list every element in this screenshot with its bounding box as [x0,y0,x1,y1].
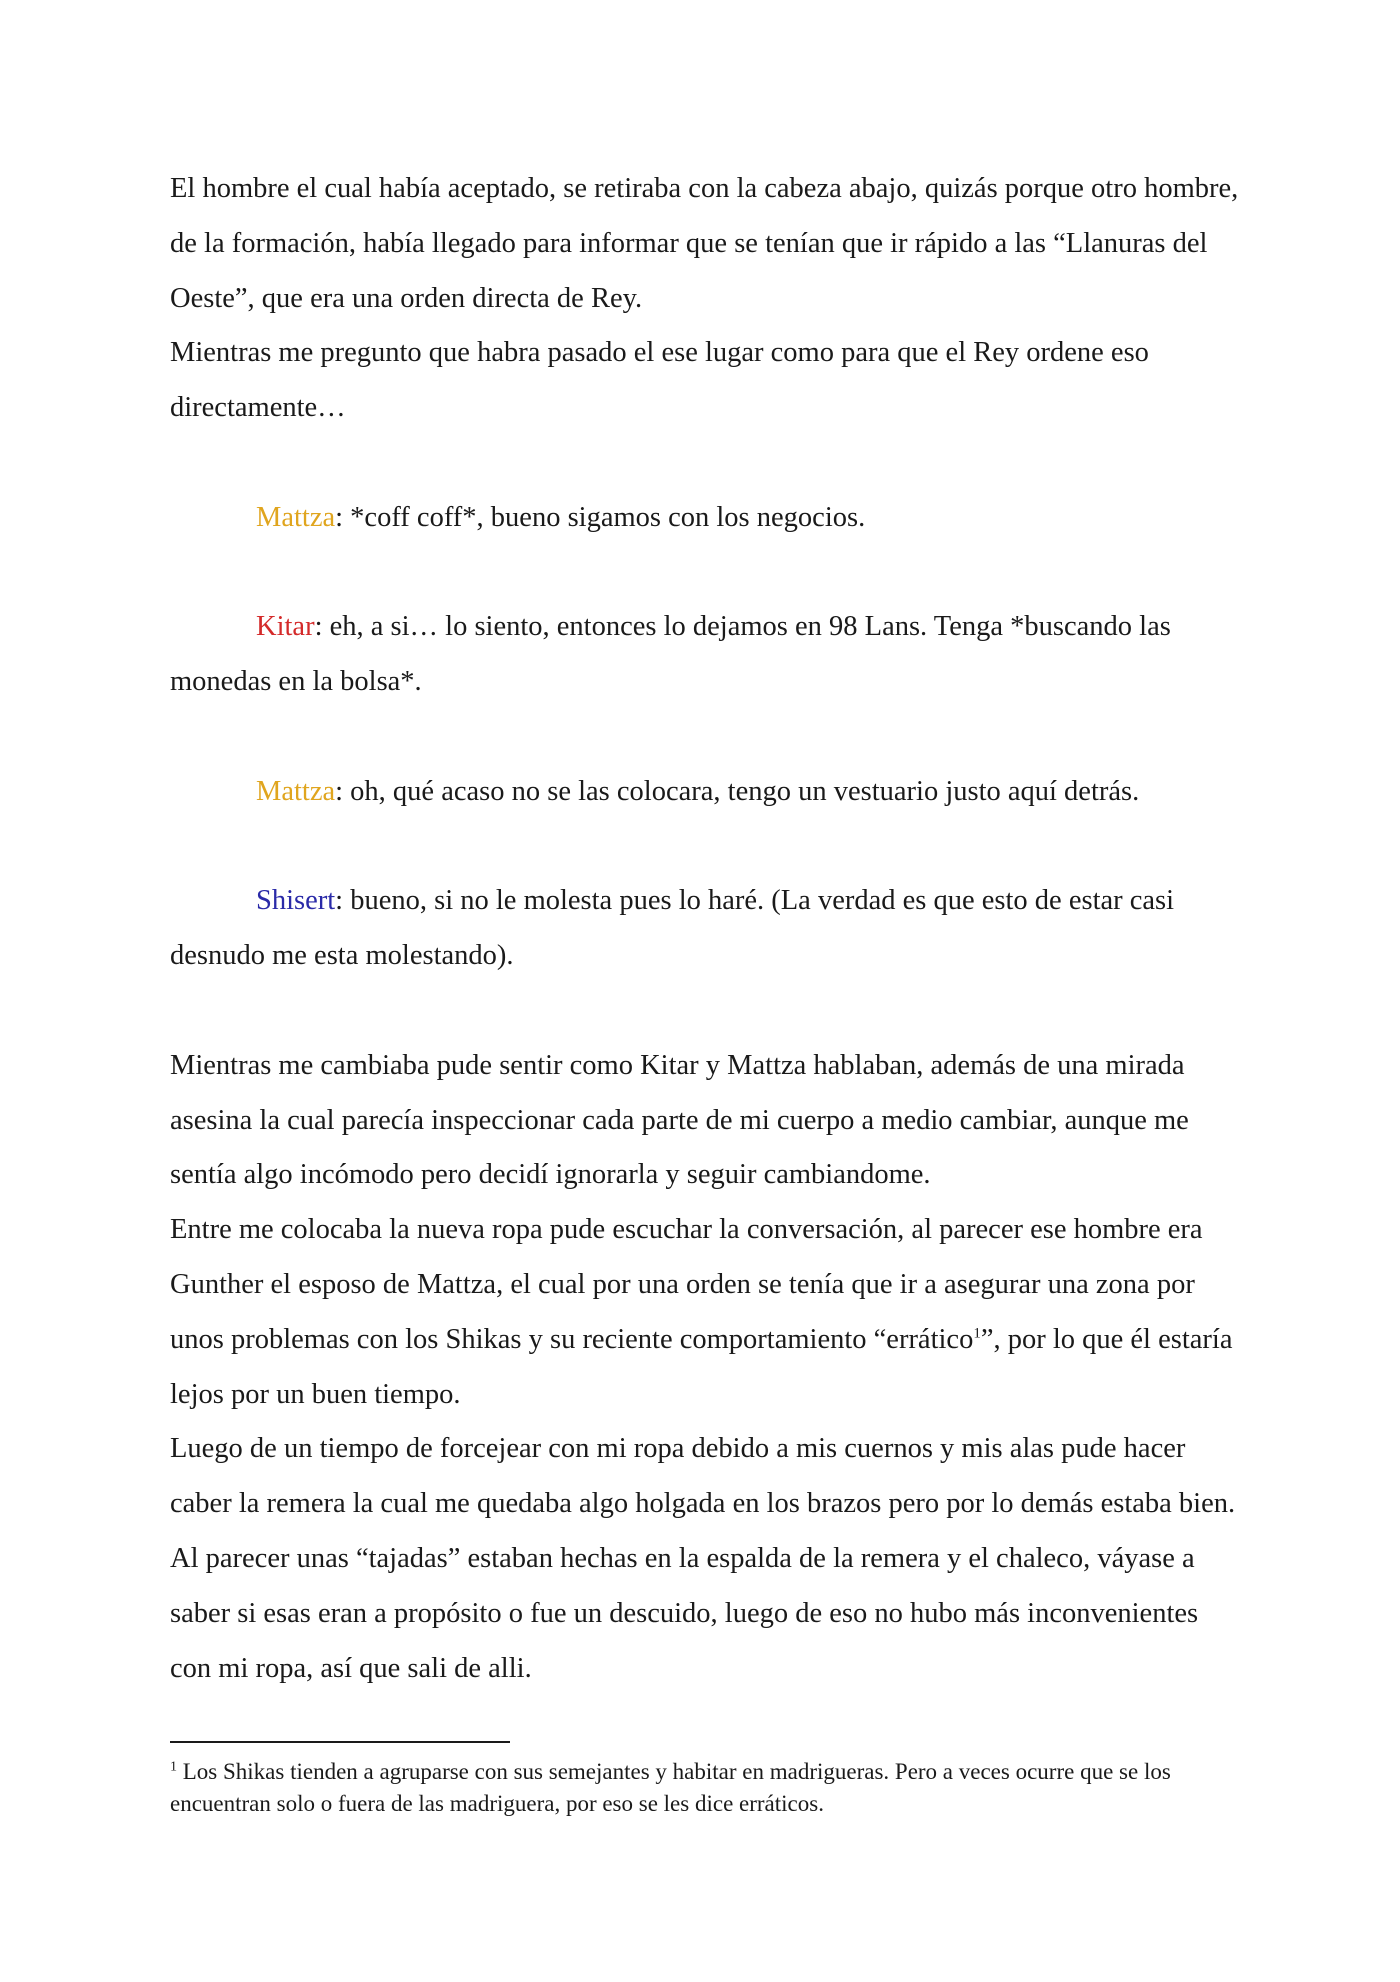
blank-line [170,546,1240,601]
dialogue-line-2 [170,600,1240,710]
dialogue-line-4 [170,874,1240,984]
body-text [170,162,1240,1696]
paragraph-3: Mientras me cambiaba pude sentir como Kitar y Mattza hablaban, además de una mirada asesina la cual parecía inspeccionar cada parte de mi cuerpo a medio cambiar, aunque me sentía algo incómodo pero decidí ignorarla y seguir cambiandome. [170,1049,1189,1191]
blank-line [170,820,1240,875]
footnote-number: 1 [170,1759,177,1775]
blank-line [170,436,1240,491]
dialogue-text: : *coff coff*, bueno sigamos con los negocios. [335,501,866,533]
dialogue-line-1 [170,491,1240,546]
speaker-name: Mattza [256,775,336,807]
dialogue-text: : eh, a si… lo siento, entonces lo dejamos en 98 Lans. Tenga *buscando las monedas en la bolsa*. [170,611,1171,698]
footnote-reference[interactable]: 1 [973,1325,981,1342]
footnote-text: Los Shikas tienden a agruparse con sus semejantes y habitar en madrigueras. Pero a veces ocurre que se los encuentran solo o fuera de las madriguera, por eso se les dice erráticos. [170,1759,1171,1816]
blank-line [170,710,1240,765]
dialogue-text: : bueno, si no le molesta pues lo haré. (La verdad es que esto de estar casi desnudo me esta molestando). [170,885,1175,972]
speaker-name: Shisert [256,885,336,917]
dialogue-line-3 [170,765,1240,820]
paragraph-2: Mientras me pregunto que habra pasado el ese lugar como para que el Rey ordene eso directamente… [170,337,1149,424]
paragraph-4 [170,1203,1240,1422]
paragraph-4-text: Entre me colocaba la nueva ropa pude escuchar la conversación, al parecer ese hombre era Gunther el esposo de Mattza, el cual por una orden se tenía que ir a asegurar una zona por unos problemas con los Shikas y su reciente comportamiento “errático [170,1214,1203,1355]
footnote-separator [170,1741,510,1743]
speaker-name: Mattza [256,501,336,533]
paragraph-4-text-end: ”, por lo que él estaría lejos por un buen tiempo. [170,1323,1233,1410]
dialogue-text: : oh, qué acaso no se las colocara, tengo un vestuario justo aquí detrás. [335,775,1140,807]
paragraph-1: El hombre el cual había aceptado, se retiraba con la cabeza abajo, quizás porque otro hombre, de la formación, había llegado para informar que se tenían que ir rápido a las “Llanuras del Oeste”, que era una orden directa de Rey. [170,173,1239,314]
paragraph-5: Luego de un tiempo de forcejear con mi ropa debido a mis cuernos y mis alas pude hacer caber la remera la cual me quedaba algo holgada en los brazos pero por lo demás estaba bien. Al parecer unas “tajadas” estaban hechas en la espalda de la remera y el chaleco, váyase a saber si esas eran a propósito o fue un descuido, luego de eso no hubo más inconvenientes con mi ropa, así que sali de alli. [170,1433,1236,1684]
footnote [170,1756,1240,1820]
speaker-name: Kitar [256,611,315,643]
blank-line [170,984,1240,1039]
